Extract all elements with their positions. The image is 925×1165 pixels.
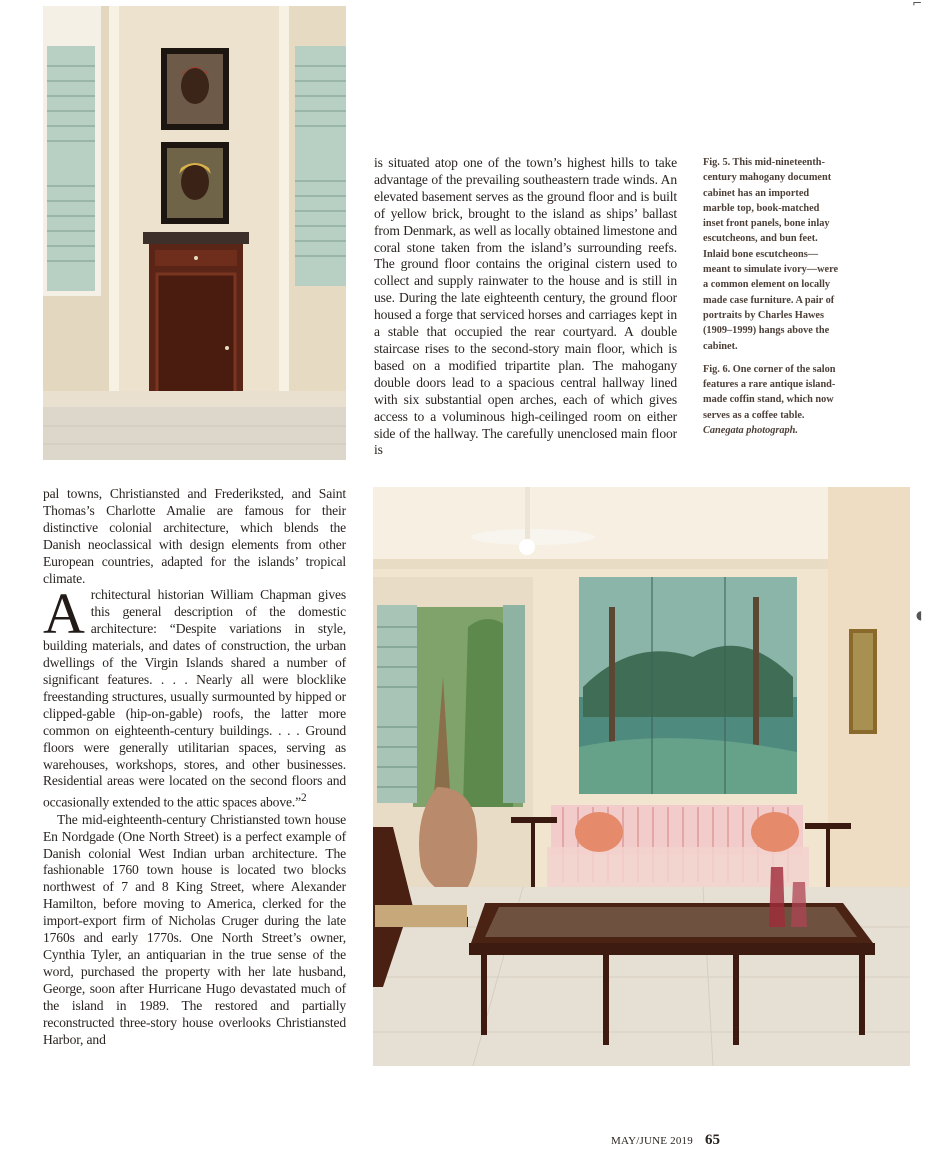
fig6-caption xyxy=(703,362,841,438)
body-text-left-column xyxy=(43,486,346,1048)
footnote-ref: 2 xyxy=(301,792,307,805)
fig5-illustration xyxy=(43,6,346,460)
body-paragraph-3: The mid-eighteenth-century Christiansted town house En Nordgade (One North Street) is a perfect example of Danish colonial West Indian urban architecture. The fashionable 1760 town house is located two blocks northwest of 7 and 8 King Street, where Alexander Hamilton, before moving to America, clerked for the import-export firm of Nicholas Cruger during the late 1760s and early 1770s. One North Street’s owner, Cynthia Tyler, an antiquarian in the true sense of the word, purchased the property with her late husband, George, soon after Hurricane Hugo devastated much of the island in 1989. The restored and partially reconstructed three-story house overlooks Christiansted Harbor, and xyxy=(43,811,346,1047)
edge-mark: ◖ xyxy=(916,608,923,622)
drop-cap: A xyxy=(43,581,85,647)
body-paragraph-1: pal towns, Christiansted and Frederiksted, and Saint Thomas’s Charlotte Amalie are famous for their distinctive colonial architecture, which blends the Danish neoclassical with design elements from other European countries, adapted for the islands’ tropical climate. xyxy=(43,486,346,586)
page-number: 65 xyxy=(705,1132,720,1148)
cushion xyxy=(575,812,623,852)
figure-captions xyxy=(703,155,841,446)
shutter-left xyxy=(377,605,417,803)
body-paragraph: is situated atop one of the town’s highest hills to take advantage of the prevailing southeastern trade winds. An elevated basement serves as the ground floor and is built of yellow brick, brought to the island as ships’ ballast from Denmark, as well as locally obtained limestone and coral stone taken from the island’s surrounding reefs. The ground floor contains the original cistern used to collect and supply rainwater to the house and is still in use. During the late eighteenth century, the ground floor housed a forge that serviced horses and carriages kept in a stable that occupied the rear courtyard. A double staircase rises to the second-story main floor, which is based on a modified tripartite plan. The mahogany double doors lead to a spacious central hallway lined with six substantial open arches, each of which gives access to a voluminous high-ceilinged room on either side of the hallway. The carefully unenclosed main floor is xyxy=(374,155,677,458)
photo-credit: Canegata photograph. xyxy=(703,425,798,437)
left-shutter xyxy=(47,46,95,291)
fig5-photo xyxy=(43,6,346,460)
shutter-right xyxy=(503,605,525,803)
fig6-caption-text: Fig. 6. One corner of the salon features a rare antique island-made coffin stand, which now serves as a coffee table. xyxy=(703,363,836,421)
cushion xyxy=(751,812,799,852)
clay-urn xyxy=(419,787,477,895)
body-paragraph-2-text: rchitectural historian William Chapman gives this general description of the domestic architecture: “Despite variations in style, building materials, and dates of construction, the urban dwellings of the Virgin Islands shared a number of significant features. . . . Nearly all were blocklike freestanding structures, usually surmounted by hipped or clipped-gable (hip-on-gable) roofs, the latter more common on eighteenth-century buildings. . . . Ground floors were generally utilitarian spaces, serving as warehouses, workshops, stores, and other businesses. Residential areas were located on the second floors and occasionally extended to the attic spaces above.” xyxy=(43,587,346,810)
fig6-illustration xyxy=(373,487,910,1066)
body-text-middle-column xyxy=(374,155,677,459)
fig6-photo xyxy=(373,487,910,1066)
body-paragraph-2 xyxy=(43,581,346,811)
issue-folio: MAY/JUNE 2019 xyxy=(611,1135,693,1147)
fig5-caption: Fig. 5. This mid-nineteenth-century mahogany document cabinet has an imported marble top, book-matched inset front panels, bone inlay escutcheons, and bun feet. Inlaid bone escutcheons—meant to simulate ivory—were a common element on locally made case furniture. A pair of portraits by Charles Hawes (1909–1999) hangs above the cabinet. xyxy=(703,157,839,352)
marble-top xyxy=(143,232,249,244)
edge-mark: ⌐ xyxy=(912,0,923,10)
right-shutter xyxy=(295,46,346,286)
